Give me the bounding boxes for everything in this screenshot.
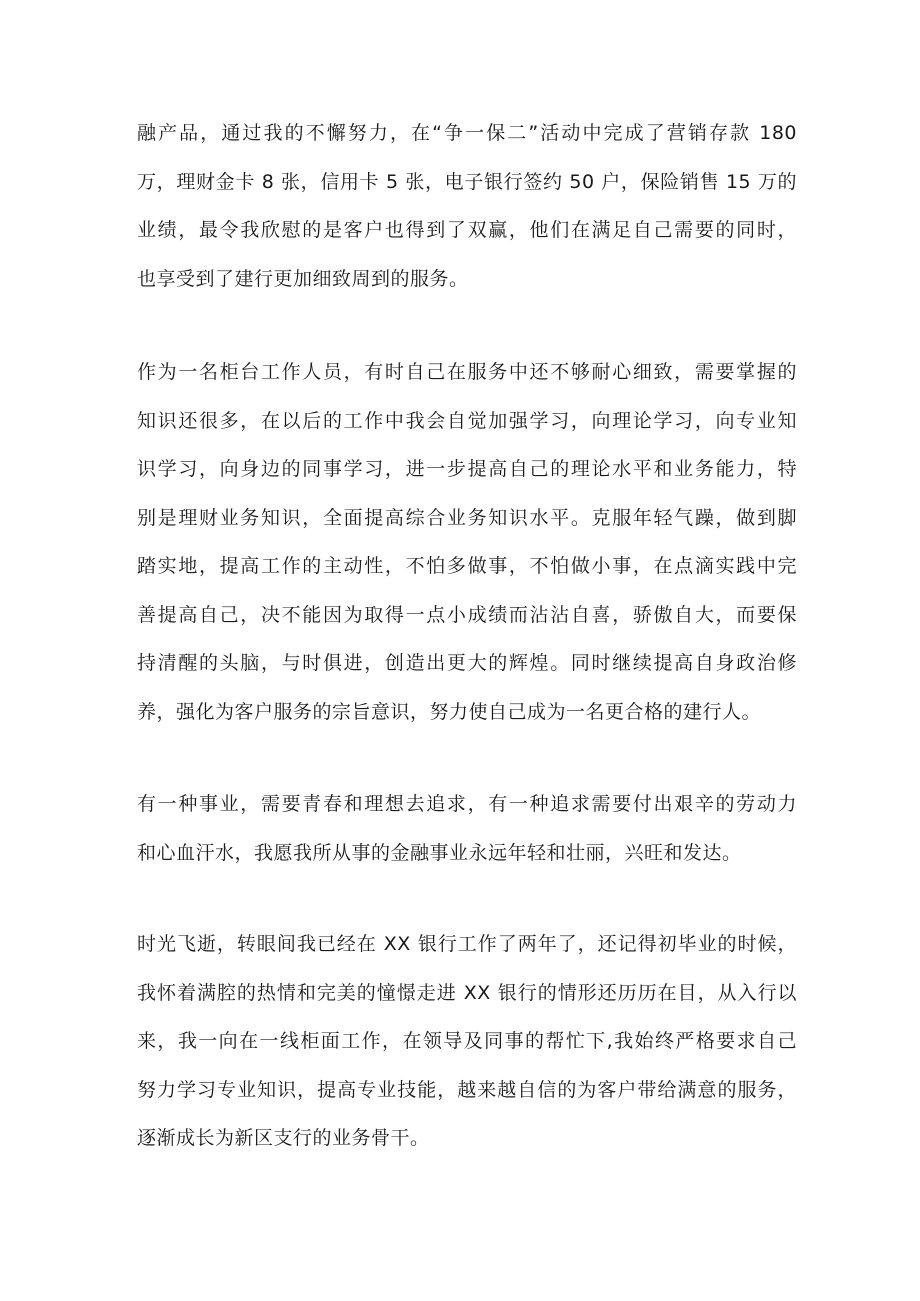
text-line: 时光飞逝，转眼间我已经在 XX 银行工作了两年了，还记得初毕业的时候， (137, 933, 797, 955)
text-line: 我怀着满腔的热情和完美的憧憬走进 XX 银行的情形还历历在目，从入行以 (137, 981, 797, 1004)
text-line: 识学习，向身边的同事学习，进一步提高自己的理论水平和业务能力，特 (137, 458, 797, 480)
text-line: 善提高自己，决不能因为取得一点小成绩而沾沾自喜，骄傲自大，而要保 (137, 603, 797, 626)
text-line: 逐渐成长为新区支行的业务骨干。 (137, 1127, 430, 1149)
text-line: 有一种事业，需要青春和理想去追求，有一种追求需要付出艰辛的劳动力 (137, 793, 797, 815)
text-line: 知识还很多，在以后的工作中我会自觉加强学习，向理论学习，向专业知 (137, 409, 797, 432)
text-line: 踏实地，提高工作的主动性，不怕多做事，不怕做小事，在点滴实践中完 (137, 555, 797, 577)
paragraph-2 (137, 348, 797, 736)
text-line: 来，我一向在一线柜面工作，在领导及同事的帮忙下,我始终严格要求自己 (137, 1030, 797, 1052)
text-line: 努力学习专业知识，提高专业技能，越来越自信的为客户带给满意的服务， (137, 1078, 797, 1101)
paragraph-3 (137, 780, 797, 877)
text-line: 万，理财金卡 8 张，信用卡 5 张，电子银行签约 50 户，保险销售 15 万的 (137, 170, 797, 193)
text-line: 别是理财业务知识，全面提高综合业务知识水平。克服年轻气躁，做到脚 (137, 506, 797, 529)
text-line: 业绩，最令我欣慰的是客户也得到了双赢，他们在满足自己需要的同时， (137, 219, 797, 241)
paragraph-4 (137, 920, 797, 1163)
text-line: 也享受到了建行更加细致周到的服务。 (137, 267, 469, 290)
paragraph-1 (137, 109, 797, 303)
text-line: 融产品，通过我的不懈努力，在“争一保二”活动中完成了营销存款 180 (137, 122, 797, 144)
text-line: 持清醒的头脑，与时俱进，创造出更大的辉煌。同时继续提高自身政治修 (137, 652, 797, 674)
text-line: 养，强化为客户服务的宗旨意识，努力使自己成为一名更合格的建行人。 (137, 700, 762, 723)
text-line: 作为一名柜台工作人员，有时自己在服务中还不够耐心细致，需要掌握的 (137, 361, 797, 383)
text-line: 和心血汗水，我愿我所从事的金融事业永远年轻和壮丽，兴旺和发达。 (137, 841, 742, 864)
